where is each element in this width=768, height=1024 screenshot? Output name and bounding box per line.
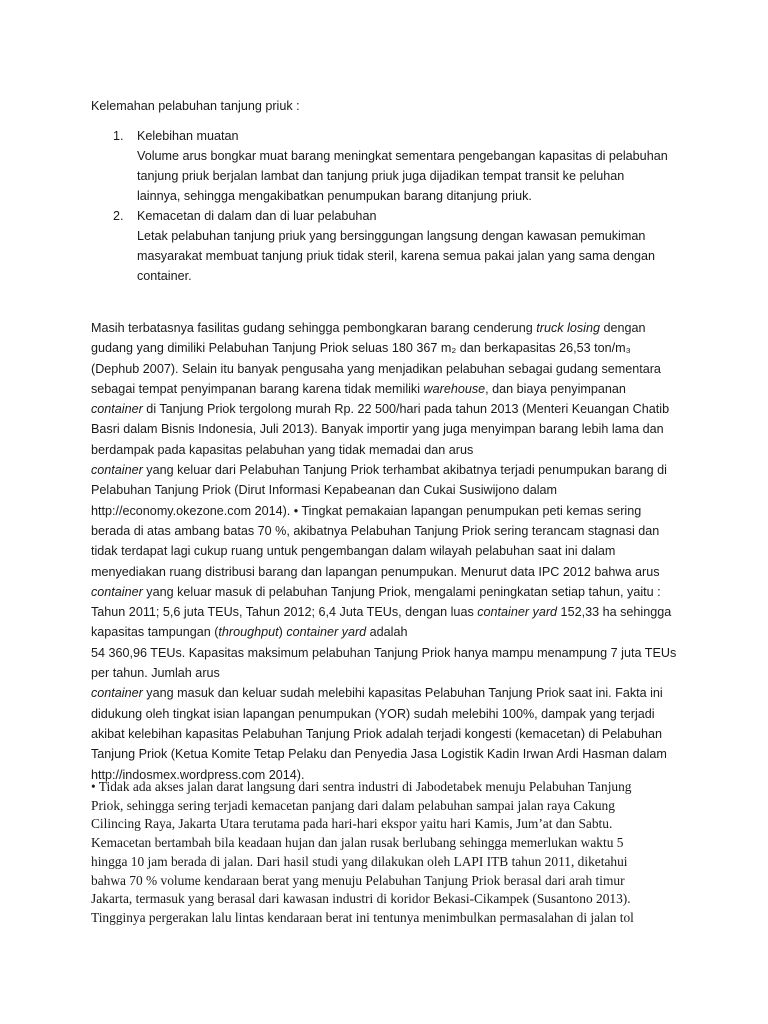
text-line: http://indosmex.wordpress.com 2014). [91,767,305,782]
list-item-title: Kemacetan di dalam dan di luar pelabuhan [137,209,377,223]
text-line: menyediakan ruang distribusi barang dan lapangan penumpukan. Menurut data IPC 2012 bahwa arus [91,564,660,579]
text-line: akibat kelebihan kapasitas Pelabuhan Tanjung Priok adalah terjadi kongesti (kemacetan) di Pelabuhan [91,726,663,741]
text-line: per tahun. Jumlah arus [91,666,220,681]
page-heading: Kelemahan pelabuhan tanjung priuk : [91,99,300,113]
text-line: Cilincing Raya, Jakarta Utara terutama pada hari-hari ekspor yaitu hari Kamis, Jum’at dan Sabtu. [91,816,613,832]
list-item [113,126,713,206]
paragraph-road-access [91,778,691,928]
list-item-title: Kelebihan muatan [137,129,239,143]
text-line: Priok, sehingga sering terjadi kemacetan panjang dari dalam pelabuhan sampai jalan raya Cakung [91,797,615,813]
text-line: container yang keluar masuk di pelabuhan Tanjung Priok, mengalami peningkatan setiap tahun, yaitu : [91,584,661,599]
text-line: Tingginya pergerakan lalu lintas kendaraan berat ini tentunya menimbulkan permasalahan di jalan tol [91,909,634,925]
text-line: Basri dalam Bisnis Indonesia, Juli 2013). Banyak importir yang juga menyimpan barang lebih lama dan [91,422,664,437]
list-item-body [137,126,713,206]
text-line: gudang yang dimiliki Pelabuhan Tanjung Priok seluas 180 367 m₂ dan berkapasitas 26,53 ton/m₃ [91,341,631,356]
text-line: Masih terbatasnya fasilitas gudang sehingga pembongkaran barang cenderung truck losing dengan [91,321,646,335]
text-line: Tanjung Priok (Ketua Komite Tetap Pelaku dan Penyedia Jasa Logistik Kadin Irwan Ardi Hasman dalam [91,747,667,762]
weakness-list [113,126,713,286]
paragraph-storage [91,318,691,785]
text-line: 54 360,96 TEUs. Kapasitas maksimum pelabuhan Tanjung Priok hanya mampu menampung 7 juta TEUs [91,645,677,660]
text-line: kapasitas tampungan (throughput) container yard adalah [91,625,408,640]
text-line: • Tidak ada akses jalan darat langsung dari sentra industri di Jabodetabek menuju Pelabuhan Tanjung [91,779,632,794]
text-line: container di Tanjung Priok tergolong murah Rp. 22 500/hari pada tahun 2013 (Menteri Keuangan Chatib [91,402,670,417]
text-line: Pelabuhan Tanjung Priok (Dirut Informasi Kepabeanan dan Cukai Susiwijono dalam [91,483,558,498]
text-line: sebagai tempat penyimpanan barang karena tidak memiliki warehouse, dan biaya penyimpanan [91,381,626,396]
list-item-text: Letak pelabuhan tanjung priuk yang bersinggungan langsung dengan kawasan pemukiman [137,229,646,243]
text-line: container yang masuk dan keluar sudah melebihi kapasitas Pelabuhan Tanjung Priok saat ini. Fakta ini [91,686,663,701]
list-item-text: lainnya, sehingga mengakibatkan penumpukan barang ditanjung priuk. [137,189,532,203]
list-number: 1. [113,129,124,143]
text-line: http://economy.okezone.com 2014). • Tingkat pemakaian lapangan penumpukan peti kemas sering [91,503,642,518]
text-line: bahwa 70 % volume kendaraan berat yang menuju Pelabuhan Tanjung Priok berasal dari arah timur [91,872,625,888]
text-line: didukung oleh tingkat isian lapangan penumpukan (YOR) sudah melebihi 100%, dampak yang terjadi [91,706,655,721]
text-line: Tahun 2011; 5,6 juta TEUs, Tahun 2012; 6,4 Juta TEUs, dengan luas container yard 152,33 ha sehingga [91,605,672,620]
list-item-body [137,206,713,286]
text-line: Kemacetan bertambah bila keadaan hujan dan jalan rusak berlubang sehingga memerlukan waktu 5 [91,835,624,851]
list-number: 2. [113,209,124,223]
text-line: (Dephub 2007). Selain itu banyak pengusaha yang menjadikan pelabuhan sebagai gudang sementara [91,361,661,376]
list-item-text: Volume arus bongkar muat barang meningkat sementara pengebangan kapasitas di pelabuhan [137,149,668,163]
text-line: container yang keluar dari Pelabuhan Tanjung Priok terhambat akibatnya terjadi penumpukan barang di [91,463,667,478]
list-item [113,206,713,286]
list-item-text: container. [137,269,192,283]
text-line: tidak terdapat lagi cukup ruang untuk pengembangan dalam wilayah pelabuhan saat ini dalam [91,544,616,559]
text-line: berdampak pada kapasitas pelabuhan yang tidak memadai dan arus [91,442,474,457]
text-line: berada di atas ambang batas 70 %, akibatnya Pelabuhan Tanjung Priok sering terancam stagnasi dan [91,523,660,538]
text-line: Jakarta, termasuk yang berasal dari kawasan industri di koridor Bekasi-Cikampek (Susantono 2013). [91,891,631,907]
list-item-text: masyarakat membuat tanjung priuk tidak steril, karena semua pakai jalan yang sama dengan [137,249,656,263]
list-item-text: tanjung priuk berjalan lambat dan tanjung priuk juga dijadikan tempat transit ke peluhan [137,169,625,183]
text-line: hingga 10 jam berada di jalan. Dari hasil studi yang dilakukan oleh LAPI ITB tahun 2011, diketahui [91,853,628,869]
